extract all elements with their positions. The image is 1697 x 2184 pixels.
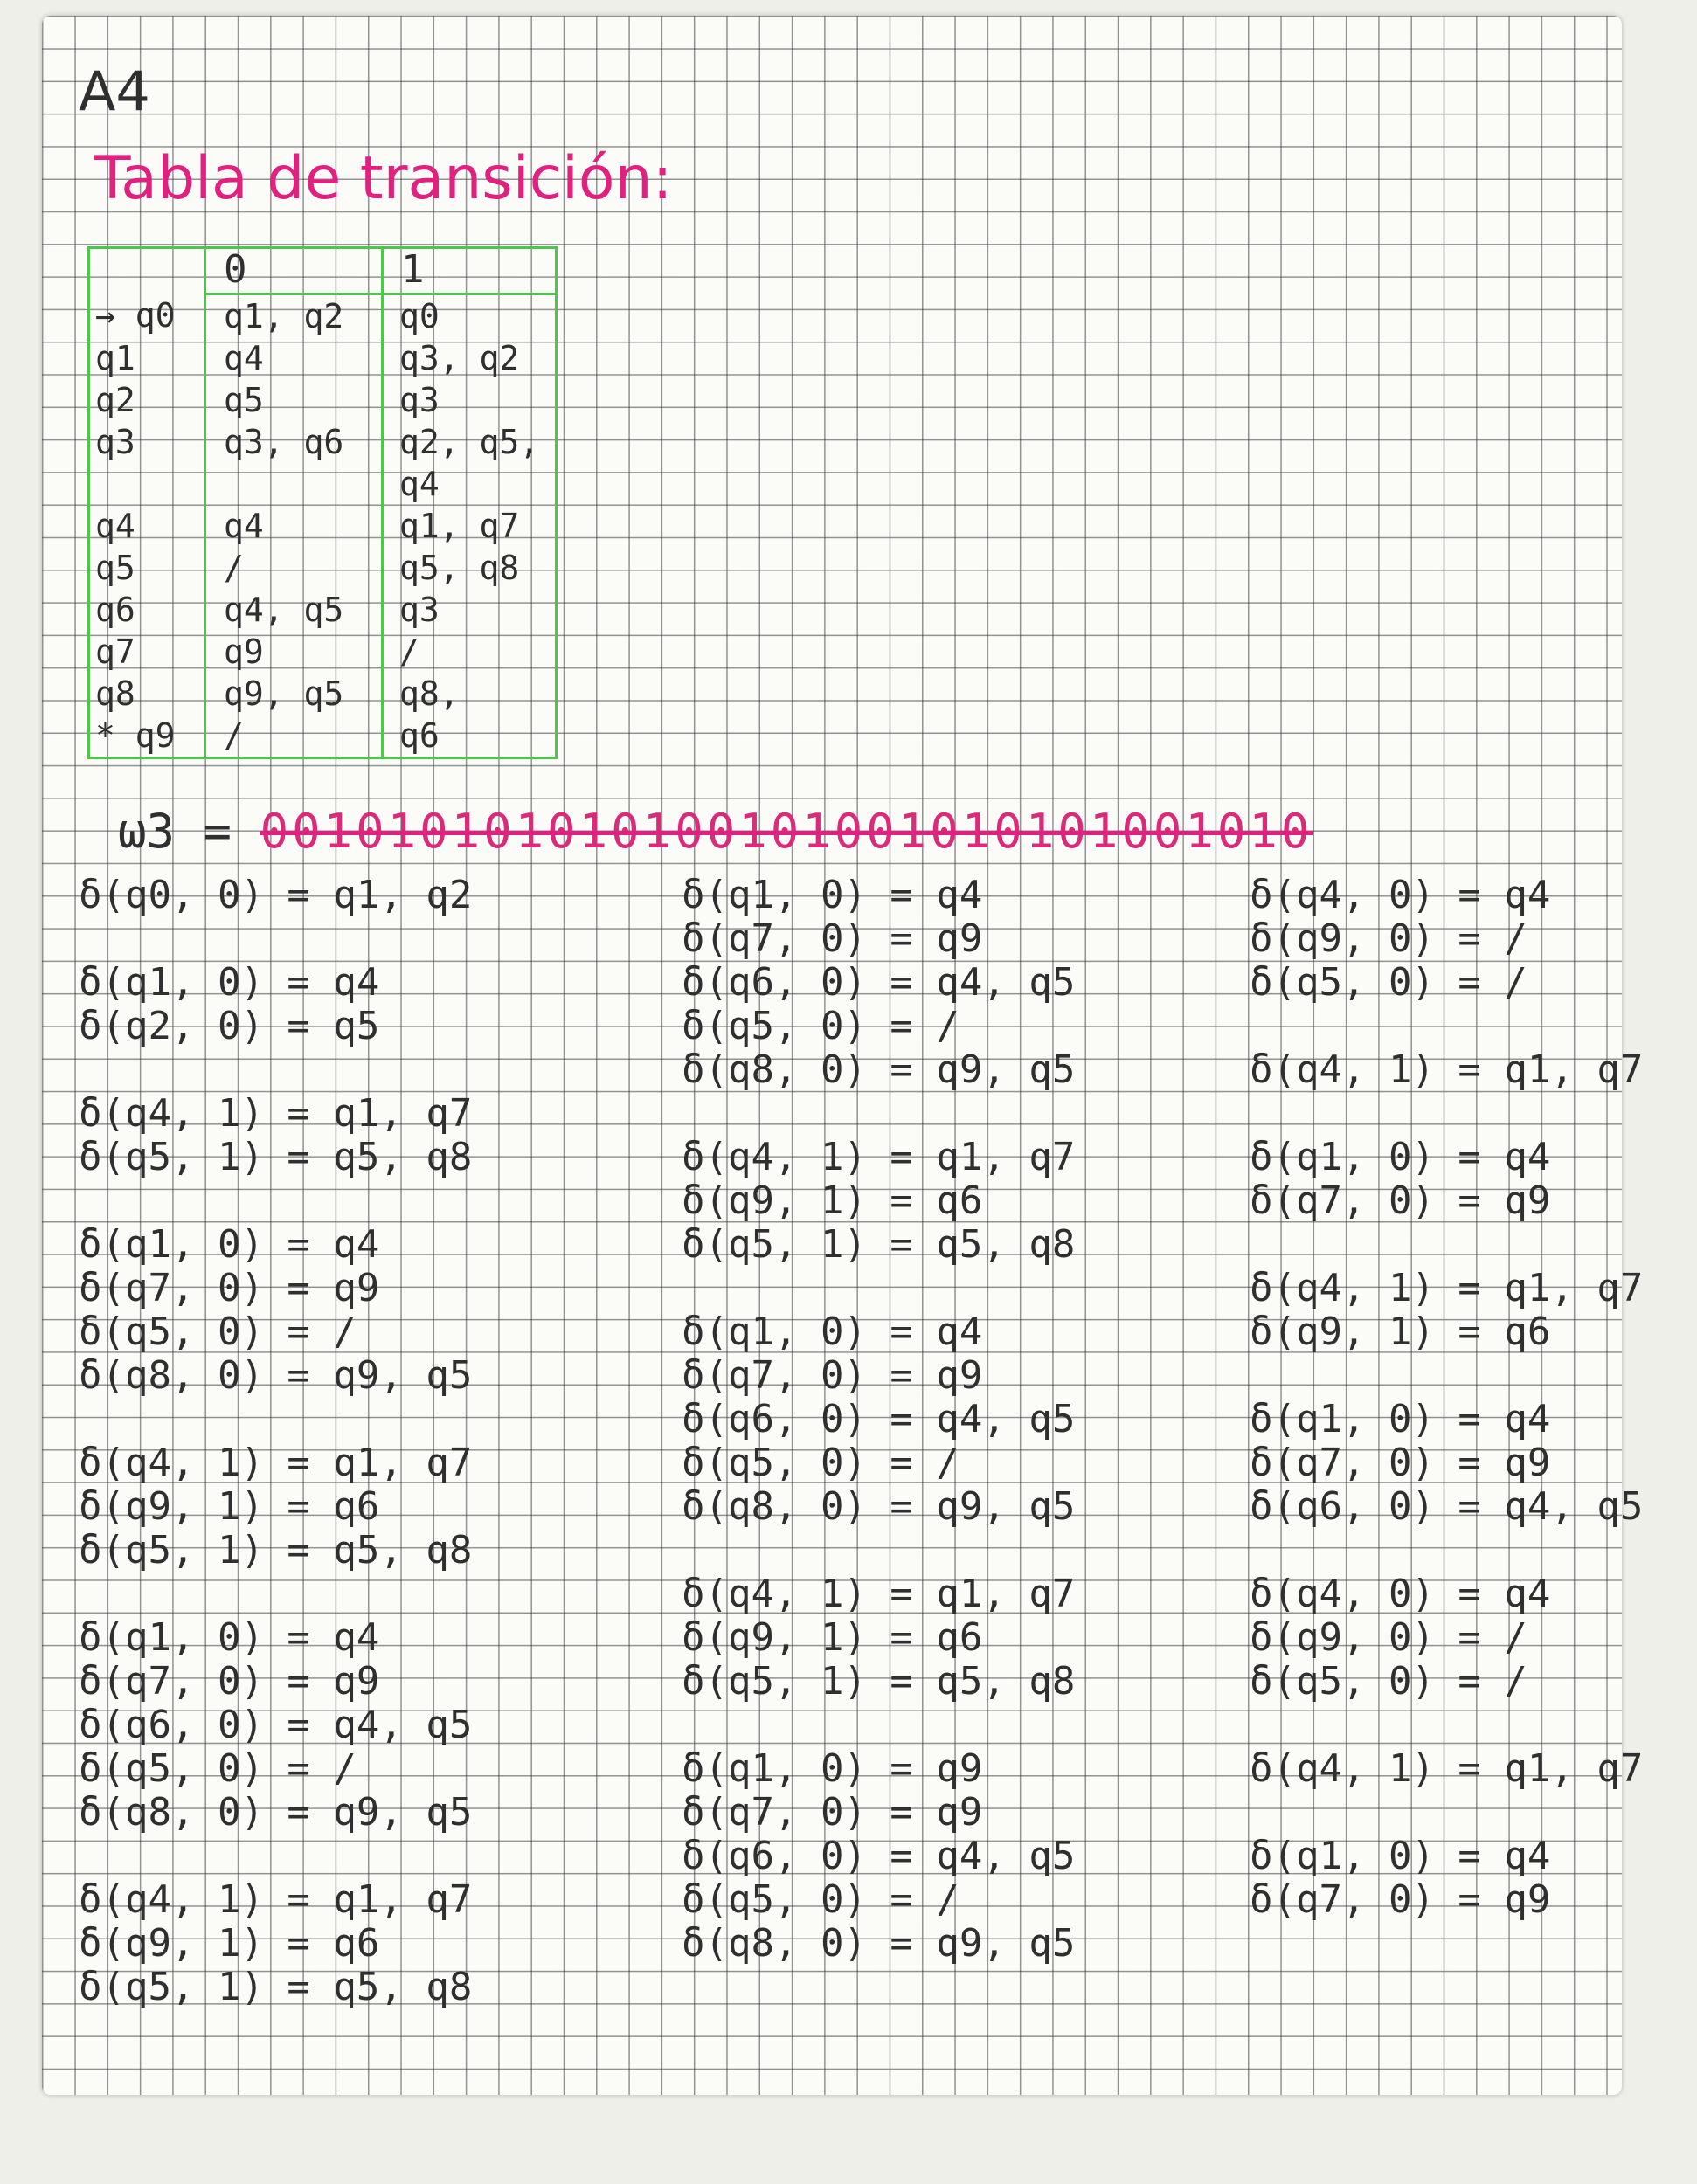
derivation-line: δ(q7, 0) = q9 xyxy=(1250,1877,1551,1922)
derivation-line: δ(q5, 1) = q5, q8 xyxy=(682,1659,1076,1704)
derivation-line: δ(q5, 0) = / xyxy=(1250,960,1527,1005)
derivation-line: δ(q9, 0) = / xyxy=(1250,1615,1527,1660)
derivation-line: δ(q5, 0) = / xyxy=(79,1746,357,1791)
derivation-line: δ(q8, 0) = q9, q5 xyxy=(682,1047,1076,1092)
derivation-line xyxy=(682,1529,1136,1572)
derivation-line: δ(q9, 0) = / xyxy=(1250,916,1527,961)
derivation-line xyxy=(1250,1704,1634,1747)
derivation-line: δ(q6, 0) = q4, q5 xyxy=(682,960,1076,1005)
derivation-line: δ(q7, 0) = q9 xyxy=(1250,1178,1551,1223)
row-on-0: q4 xyxy=(205,337,383,379)
derivation-line: δ(q8, 0) = q9, q5 xyxy=(682,1484,1076,1529)
table-row xyxy=(89,421,557,505)
table-header-row xyxy=(89,248,557,294)
derivation-column-1 xyxy=(79,874,533,2009)
derivation-line: δ(q5, 1) = q5, q8 xyxy=(79,1965,473,2009)
row-state: q6 xyxy=(95,591,135,629)
row-state: * q9 xyxy=(95,716,176,755)
derivation-line: δ(q5, 0) = / xyxy=(682,1004,959,1048)
derivation-line xyxy=(682,1267,1136,1310)
table-row xyxy=(89,379,557,421)
table-row xyxy=(89,547,557,589)
derivation-line: δ(q1, 0) = q4 xyxy=(682,1310,983,1354)
derivation-line: δ(q1, 0) = q4 xyxy=(79,960,380,1005)
derivation-line: δ(q7, 0) = q9 xyxy=(682,916,983,961)
derivation-line: δ(q6, 0) = q4, q5 xyxy=(79,1703,473,1747)
table-row xyxy=(89,589,557,631)
derivation-line: δ(q7, 0) = q9 xyxy=(79,1659,380,1704)
row-on-1: q2, q5, q4 xyxy=(383,421,557,505)
word-line xyxy=(118,804,1313,859)
derivation-line xyxy=(1250,1005,1634,1048)
row-on-0: q5 xyxy=(205,379,383,421)
row-state: q5 xyxy=(95,549,135,587)
derivation-line: δ(q1, 0) = q4 xyxy=(1250,1834,1551,1878)
row-on-0: q3, q6 xyxy=(205,421,383,505)
derivation-line xyxy=(682,1704,1136,1747)
row-on-1: q5, q8 xyxy=(383,547,557,589)
row-on-1: q3, q2 xyxy=(383,337,557,379)
derivation-line: δ(q7, 0) = q9 xyxy=(682,1353,983,1398)
derivation-line: δ(q8, 0) = q9, q5 xyxy=(79,1790,473,1835)
row-state: q4 xyxy=(95,507,135,545)
derivation-line xyxy=(682,1092,1136,1136)
table-row xyxy=(89,715,557,758)
derivation-line: δ(q5, 1) = q5, q8 xyxy=(79,1135,473,1179)
derivation-line: δ(q9, 1) = q6 xyxy=(1250,1310,1551,1354)
derivation-line xyxy=(1250,1092,1634,1136)
table-row xyxy=(89,505,557,547)
table-row xyxy=(89,631,557,673)
table-row xyxy=(89,673,557,715)
row-on-0: / xyxy=(205,547,383,589)
derivation-line xyxy=(1250,1791,1634,1835)
row-state: q2 xyxy=(95,381,135,419)
derivation-line xyxy=(1250,1223,1634,1267)
derivation-line: δ(q4, 1) = q1, q7 xyxy=(1250,1047,1644,1092)
derivation-line xyxy=(1250,1354,1634,1398)
table-header-corner xyxy=(89,248,205,294)
derivation-line: δ(q6, 0) = q4, q5 xyxy=(682,1834,1076,1878)
row-on-0: / xyxy=(205,715,383,758)
derivation-line xyxy=(79,1179,533,1223)
derivation-line: δ(q7, 0) = q9 xyxy=(682,1790,983,1835)
derivation-line: δ(q4, 1) = q1, q7 xyxy=(1250,1746,1644,1791)
derivation-column-2 xyxy=(682,874,1136,1966)
page-id: A4 xyxy=(79,59,150,123)
row-on-0: q4 xyxy=(205,505,383,547)
derivation-line xyxy=(79,1398,533,1441)
derivation-line: δ(q6, 0) = q4, q5 xyxy=(682,1397,1076,1441)
derivation-line: δ(q4, 1) = q1, q7 xyxy=(79,1091,473,1136)
row-on-1: q3 xyxy=(383,589,557,631)
row-state: → q0 xyxy=(95,295,176,335)
row-state: q1 xyxy=(95,339,135,377)
derivation-line: δ(q9, 1) = q6 xyxy=(682,1615,983,1660)
derivation-line: δ(q1, 0) = q4 xyxy=(79,1222,380,1267)
derivation-line: δ(q9, 1) = q6 xyxy=(79,1484,380,1529)
derivation-line xyxy=(79,917,533,961)
derivation-line: δ(q5, 0) = / xyxy=(682,1441,959,1485)
derivation-line: δ(q5, 1) = q5, q8 xyxy=(79,1528,473,1572)
derivation-line: δ(q8, 0) = q9, q5 xyxy=(79,1353,473,1398)
derivation-line: δ(q5, 0) = / xyxy=(682,1877,959,1922)
row-state: q8 xyxy=(95,674,135,713)
row-on-0: q1, q2 xyxy=(205,294,383,338)
derivation-line xyxy=(1250,1529,1634,1572)
row-on-0: q9, q5 xyxy=(205,673,383,715)
derivation-line: δ(q4, 1) = q1, q7 xyxy=(682,1572,1076,1616)
derivation-line: δ(q8, 0) = q9, q5 xyxy=(682,1921,1076,1966)
row-on-0: q4, q5 xyxy=(205,589,383,631)
derivation-line xyxy=(79,1048,533,1092)
derivation-line: δ(q7, 0) = q9 xyxy=(1250,1441,1551,1485)
row-on-1: q3 xyxy=(383,379,557,421)
table-header-0: 0 xyxy=(205,248,383,294)
row-on-1: / xyxy=(383,631,557,673)
derivation-line: δ(q1, 0) = q4 xyxy=(1250,1397,1551,1441)
derivation-line: δ(q9, 1) = q6 xyxy=(682,1178,983,1223)
derivation-line xyxy=(79,1572,533,1616)
table-header-1: 1 xyxy=(383,248,557,294)
row-on-1: q8, xyxy=(383,673,557,715)
row-on-0: q9 xyxy=(205,631,383,673)
word-label: ω3 = xyxy=(118,804,232,859)
derivation-line: δ(q4, 1) = q1, q7 xyxy=(79,1877,473,1922)
row-state: q7 xyxy=(95,632,135,671)
derivation-line: δ(q5, 0) = / xyxy=(79,1310,357,1354)
derivation-line: δ(q1, 0) = q4 xyxy=(79,1615,380,1660)
page-title: Tabla de transición: xyxy=(94,144,673,213)
derivation-line: δ(q1, 0) = q4 xyxy=(682,873,983,917)
word-value: 001010101010100101001010101001010 xyxy=(260,804,1313,859)
derivation-line: δ(q4, 1) = q1, q7 xyxy=(682,1135,1076,1179)
derivation-line: δ(q7, 0) = q9 xyxy=(79,1266,380,1310)
derivation-line: δ(q5, 1) = q5, q8 xyxy=(682,1222,1076,1267)
table-row xyxy=(89,337,557,379)
derivation-line: δ(q9, 1) = q6 xyxy=(79,1921,380,1966)
derivation-line: δ(q2, 0) = q5 xyxy=(79,1004,380,1048)
derivation-line: δ(q5, 0) = / xyxy=(1250,1659,1527,1704)
derivation-line: δ(q0, 0) = q1, q2 xyxy=(79,873,473,917)
derivation-line: δ(q4, 1) = q1, q7 xyxy=(79,1441,473,1485)
derivation-line: δ(q1, 0) = q9 xyxy=(682,1746,983,1791)
row-on-1: q0 xyxy=(383,294,557,338)
transition-table xyxy=(87,246,558,759)
derivation-column-3 xyxy=(1250,873,1644,1922)
derivation-line: δ(q6, 0) = q4, q5 xyxy=(1250,1484,1644,1529)
derivation-line xyxy=(79,1835,533,1878)
table-row xyxy=(89,294,557,338)
derivation-line: δ(q4, 1) = q1, q7 xyxy=(1250,1266,1644,1310)
row-on-1: q1, q7 xyxy=(383,505,557,547)
derivation-line: δ(q4, 0) = q4 xyxy=(1250,1572,1551,1616)
row-state: q3 xyxy=(95,423,135,461)
derivation-line: δ(q1, 0) = q4 xyxy=(1250,1135,1551,1179)
row-on-1: q6 xyxy=(383,715,557,758)
derivation-line: δ(q4, 0) = q4 xyxy=(1250,873,1551,917)
